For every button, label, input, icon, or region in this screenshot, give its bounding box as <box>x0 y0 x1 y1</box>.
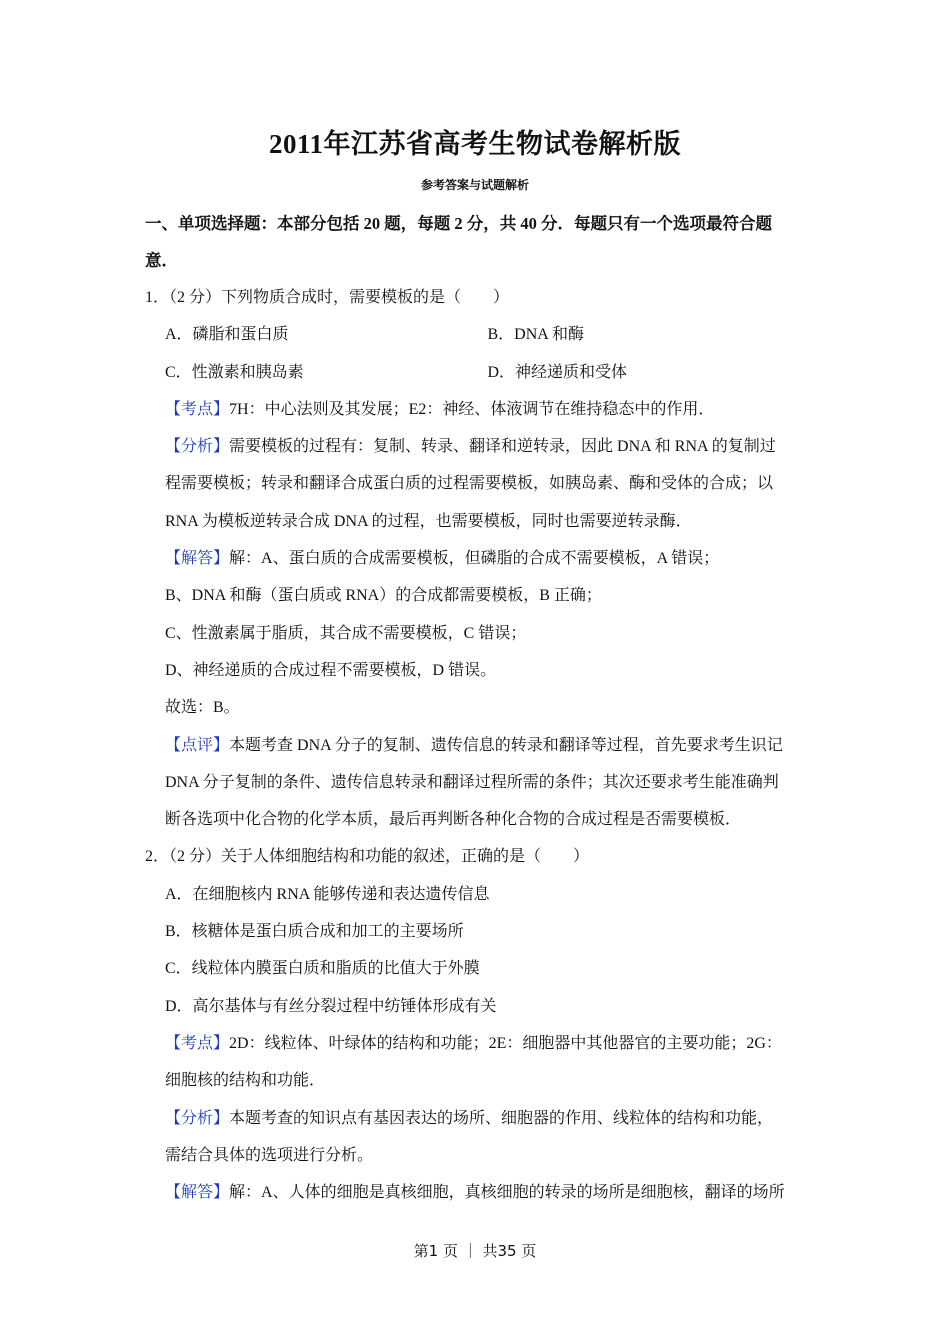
q1-answer: 故选：B。 <box>165 699 240 717</box>
q1-dianping-line-3: 断各选项中化合物的化学本质，最后再判断各种化合物的合成过程是否需要模板． <box>165 811 742 829</box>
q2-fenxi-text-1: 本题考查的知识点有基因表达的场所、细胞器的作用、线粒体的结构和功能， <box>229 1109 774 1127</box>
question-2-stem: 2．（2 分）关于人体细胞结构和功能的叙述，正确的是（ ） <box>145 848 590 866</box>
q2-kaodian-tag: 【考点】 <box>165 1034 230 1052</box>
q1-dianping <box>145 727 810 764</box>
document-body <box>145 205 810 1211</box>
q2-jieda-text-1: 解：A、人体的细胞是真核细胞，真核细胞的转录的场所是细胞核，翻译的场所 <box>229 1184 785 1202</box>
q2-jieda <box>145 1174 810 1211</box>
q2-jieda-tag: 【解答】 <box>165 1184 230 1202</box>
q1-option-b: B．DNA 和酶 <box>487 326 584 344</box>
q1-dianping-line-2: DNA 分子复制的条件、遗传信息转录和翻译过程所需的条件；其次还要求考生能准确判 <box>165 773 779 791</box>
question-1-stem: 1．（2 分）下列物质合成时，需要模板的是（ ） <box>145 289 510 306</box>
q2-kaodian-line-2: 细胞核的结构和功能． <box>165 1072 326 1090</box>
q1-jieda-text-1: 解：A、蛋白质的合成需要模板，但磷脂的合成不需要模板，A 错误； <box>229 550 720 568</box>
q2-kaodian <box>145 1025 810 1062</box>
q1-jieda <box>145 540 810 577</box>
page-title: 2011年江苏省高考生物试卷解析版 <box>268 129 681 159</box>
q2-option-c: C．线粒体内膜蛋白质和脂质的比值大于外膜 <box>165 960 480 978</box>
q1-kaodian-tag: 【考点】 <box>165 400 230 418</box>
q2-kaodian-text-1: 2D：线粒体、叶绿体的结构和功能；2E：细胞器中其他器官的主要功能；2G： <box>229 1034 782 1052</box>
page-subtitle: 参考答案与试题解析 <box>420 178 529 192</box>
q2-option-d: D．高尔基体与有丝分裂过程中纺锤体形成有关 <box>165 997 497 1015</box>
q1-jieda-tag: 【解答】 <box>165 550 230 568</box>
q2-fenxi <box>145 1100 810 1137</box>
q1-option-d: D．神经递质和受体 <box>487 363 628 381</box>
q1-option-c: C．性激素和胰岛素 <box>165 363 304 381</box>
q1-jieda-line-4: D、神经递质的合成过程不需要模板，D 错误。 <box>165 661 497 679</box>
q1-kaodian <box>145 391 810 428</box>
q1-dianping-tag: 【点评】 <box>165 736 230 754</box>
question-1-options-row1 <box>145 316 810 353</box>
q2-option-a: A．在细胞核内 RNA 能够传递和表达遗传信息 <box>165 885 490 903</box>
page-footer: 第1 页 ｜ 共35 页 <box>413 1242 537 1260</box>
q1-dianping-text-1: 本题考查 DNA 分子的复制、遗传信息的转录和翻译等过程，首先要求考生识记 <box>229 736 783 754</box>
section-heading: 一、单项选择题：本部分包括 20 题，每题 2 分，共 40 分．每题只有一个选项最符合题 <box>145 214 772 233</box>
q2-fenxi-line-2: 需结合具体的选项进行分析。 <box>165 1146 374 1164</box>
q1-fenxi <box>145 428 810 465</box>
q2-option-b: B．核糖体是蛋白质合成和加工的主要场所 <box>165 923 464 941</box>
q1-option-a: A．磷脂和蛋白质 <box>165 326 289 344</box>
q2-fenxi-tag: 【分析】 <box>165 1109 230 1127</box>
q1-fenxi-line-2: 程需要模板；转录和翻译合成蛋白质的过程需要模板，如胰岛素、酶和受体的合成；以 <box>165 475 774 493</box>
q1-fenxi-tag: 【分析】 <box>165 438 230 456</box>
q1-fenxi-line-3: RNA 为模板逆转录合成 DNA 的过程，也需要模板，同时也需要逆转录酶． <box>165 512 692 530</box>
q1-kaodian-text: 7H：中心法则及其发展；E2：神经、体液调节在维持稳态中的作用． <box>229 400 715 418</box>
q1-fenxi-text-1: 需要模板的过程有：复制、转录、翻译和逆转录，因此 DNA 和 RNA 的复制过 <box>229 438 776 456</box>
q1-jieda-line-2: B、DNA 和酶（蛋白质或 RNA）的合成都需要模板，B 正确； <box>165 587 602 605</box>
question-1-options-row2 <box>145 354 810 391</box>
q1-jieda-line-3: C、性激素属于脂质，其合成不需要模板，C 错误； <box>165 624 527 642</box>
section-heading-cont: 意． <box>145 251 178 270</box>
